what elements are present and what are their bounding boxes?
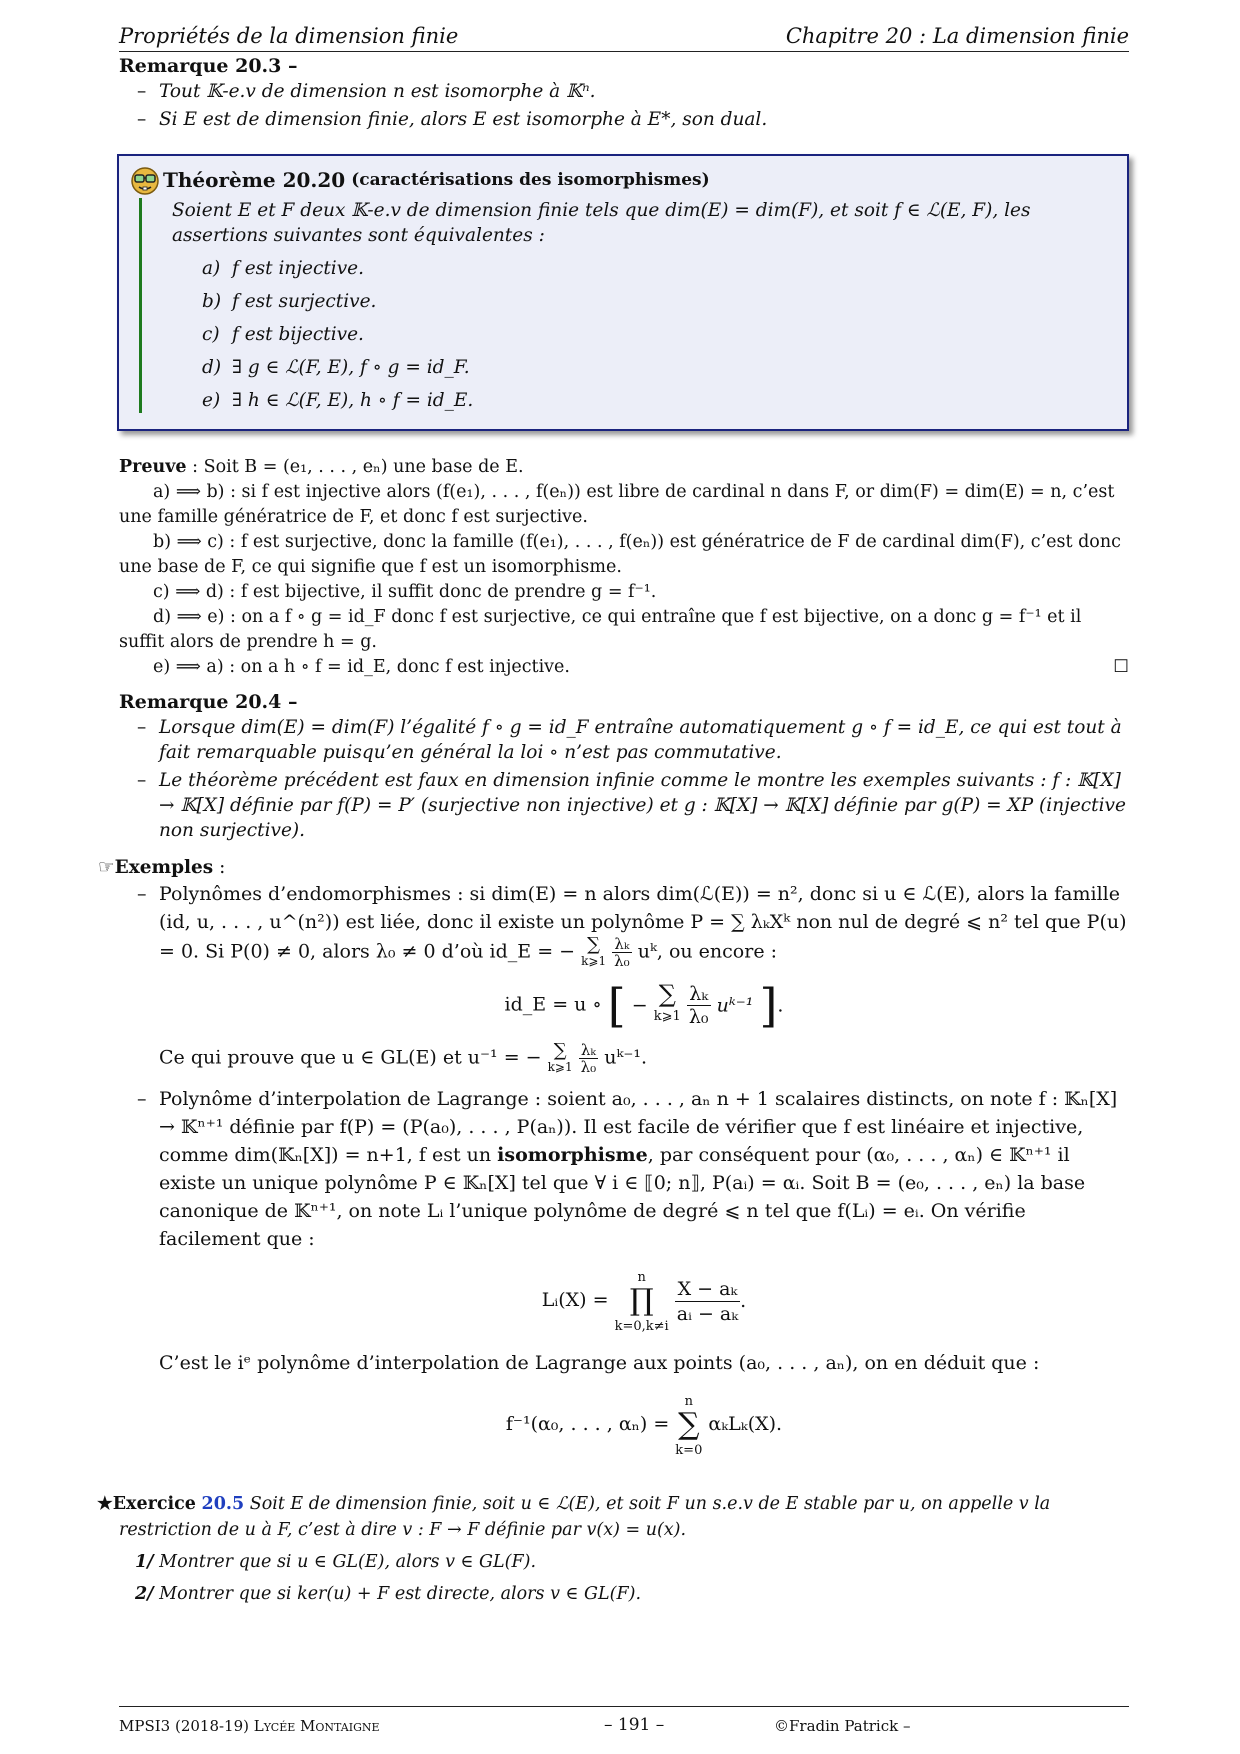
display-formula: id_E = u ∘ [ − ∑ k⩾1 $\frac{\text{λₖ}}{\text{λ₀}}$ uᵏ⁻¹ ].: [504, 978, 784, 1033]
fraction-denominator: λ₀: [614, 952, 630, 970]
remark-item: – Lorsque dim(E) = dim(F) l’égalité f ∘ g = id_F entraîne automatiquement g ∘ f = id_E, ce qui est tout à fait remarquable puisqu’en général la loi ∘ n’est pas commutative.: [159, 715, 1129, 765]
remark-list: [119, 715, 1129, 843]
header-chapter-title: Chapitre 20 : La dimension finie: [785, 24, 1129, 48]
question-label: 1/: [135, 1552, 154, 1572]
fraction-denominator: λ₀: [580, 1058, 597, 1076]
exercise-20-5: [97, 1491, 1129, 1607]
fraction-numerator: λₖ: [612, 936, 632, 953]
formula-left: Lᵢ(X) =: [541, 1289, 609, 1311]
conclusion-text: Ce qui prouve que u ∈ GL(E) et u⁻¹ = −: [159, 1046, 542, 1069]
assertion-text: f est injective.: [232, 258, 364, 279]
exercise-number-link[interactable]: 20.5: [201, 1494, 245, 1514]
assertion-label: c): [202, 324, 220, 345]
question-text: Montrer que si ker(u) + F est directe, alors v ∈ GL(F).: [159, 1584, 642, 1604]
remark-item: – Le théorème précédent est faux en dimension infinie comme le montre les exemples suivants : f : 𝕂[X] → 𝕂[X] définie par f(P) = P′ (surjective non injective) et g : 𝕂[X] → 𝕂[X] définie par g(P) = XP (injective non surjective).: [159, 768, 1129, 843]
formula-left: f⁻¹(α₀, . . . , αₙ) =: [505, 1413, 670, 1435]
page-content: [97, 54, 1129, 1607]
sum-subscript: k⩾1: [581, 954, 607, 968]
remark-title: Remarque 20.3 –: [119, 55, 298, 77]
assertion-text: ∃ h ∈ ℒ(F, E), h ∘ f = id_E.: [232, 390, 474, 411]
examples-title: Exemples: [114, 857, 214, 878]
theorem-body: [139, 198, 1113, 413]
remark-item: – Si E est de dimension finie, alors E est isomorphe à E*, son dual.: [159, 107, 1129, 132]
footer-author: ©Fradin Patrick –: [774, 1717, 911, 1735]
example-lagrange-interpolation: [159, 1085, 1129, 1459]
theorem-box: [117, 154, 1129, 431]
formula-left: id_E = u ∘: [504, 993, 602, 1016]
proof-step: c) ⟹ d) : f est bijective, il suffit donc de prendre g = f⁻¹.: [153, 582, 657, 602]
fraction: [579, 1042, 599, 1075]
formula-power: uᵏ⁻¹: [716, 994, 754, 1017]
footer-page-number: – 191 –: [604, 1715, 665, 1735]
fraction: [612, 936, 632, 969]
display-formula-lagrange: Lᵢ(X) = n ∏ k=0,k≠i $\frac{\text{X − aₖ}}{\text{aᵢ − aₖ}}$ .: [159, 1267, 1129, 1335]
fraction: [675, 1277, 740, 1326]
exercise-question: [135, 1581, 1129, 1607]
fraction: [687, 983, 711, 1028]
nerd-face-icon: [129, 164, 161, 196]
display-formula-inverse: [159, 1391, 1129, 1459]
theorem-assertions: [202, 256, 1113, 413]
theorem-statement: Soient E et F deux 𝕂-e.v de dimension finie tels que dim(E) = dim(F), et soit f ∈ ℒ(E, F), les assertions suivantes sont équivalentes :: [172, 200, 1031, 246]
examples-colon: :: [213, 857, 226, 878]
page-header: [119, 18, 1129, 52]
product-top: n: [637, 1270, 646, 1285]
qed-square-icon: ☐: [1113, 657, 1129, 677]
theorem-assertion: [202, 355, 1113, 380]
theorem-assertion: [202, 256, 1113, 281]
right-bracket-icon: ]: [759, 978, 778, 1033]
sum-bottom: k=0: [675, 1443, 703, 1458]
footer-school: MPSI3 (2018-19) Lycée Montaigne: [119, 1717, 380, 1735]
theorem-header: [129, 164, 1113, 196]
assertion-label: a): [202, 258, 221, 279]
example-bold-term: isomorphisme: [497, 1144, 648, 1166]
example-text: uᵏ, ou encore :: [637, 940, 778, 963]
remark-title: Remarque 20.4 –: [119, 691, 298, 713]
sum-top: n: [684, 1394, 693, 1409]
assertion-label: e): [202, 390, 221, 411]
proof-intro-text: : Soit B = (e₁, . . . , eₙ) une base de E.: [192, 457, 524, 477]
fraction-numerator: X − aₖ: [675, 1277, 740, 1302]
exercise-statement-line: [97, 1491, 1129, 1543]
fraction-numerator: λₖ: [579, 1042, 599, 1059]
sum-symbol: ∑ k⩾1: [547, 1040, 573, 1074]
proof-step-text: e) ⟹ a) : on a h ∘ f = id_E, donc f est injective.: [153, 657, 570, 677]
remark-item: – Tout 𝕂-e.v de dimension n est isomorphe à 𝕂ⁿ.: [159, 79, 1129, 104]
sum-symbol: n ∑ k=0: [675, 1394, 703, 1458]
fraction-numerator: λₖ: [687, 983, 711, 1006]
examples-heading: [98, 855, 1129, 880]
sum-subscript: k⩾1: [653, 1009, 681, 1024]
star-icon: ★: [97, 1494, 113, 1514]
product-bottom: k=0,k≠i: [614, 1319, 669, 1334]
theorem-subtitle: (caractérisations des isomorphismes): [351, 169, 710, 190]
lagrange-mid-text: C’est le iᵉ polynôme d’interpolation de Lagrange aux points (a₀, . . . , aₙ), on en déduit que :: [159, 1352, 1040, 1374]
left-bracket-icon: [: [607, 978, 626, 1033]
proof-intro: [119, 455, 1129, 480]
assertion-label: d): [202, 357, 222, 378]
theorem-assertion: [202, 289, 1113, 314]
question-text: Montrer que si u ∈ GL(E), alors v ∈ GL(F).: [159, 1552, 537, 1572]
pointing-hand-icon: ☞: [98, 857, 115, 878]
exercise-question: [135, 1549, 1129, 1575]
assertion-text: f est surjective.: [232, 291, 377, 312]
theorem-assertion: [202, 388, 1113, 413]
proof: [119, 455, 1129, 680]
minus-sign: −: [631, 994, 648, 1017]
exercise-statement: Soit E de dimension finie, soit u ∈ ℒ(E), et soit F un s.e.v de E stable par u, on appelle v la restriction de u à F, c’est à dire v : F → F définie par v(x) = u(x).: [119, 1494, 1051, 1540]
proof-step: d) ⟹ e) : on a f ∘ g = id_F donc f est surjective, ce qui entraîne que f est bijective, on a donc g = f⁻¹ et il suffit alors de prendre h = g.: [119, 607, 1082, 652]
sum-symbol: ∑ k⩾1: [653, 980, 681, 1024]
theorem-assertion: [202, 322, 1113, 347]
formula-right: αₖLₖ(X).: [708, 1413, 783, 1435]
example-text: Polynôme d’interpolation de Lagrange : soient a₀, . . . , aₙ n + 1 scalaires distincts, on note f : 𝕂ₙ[X] → 𝕂ⁿ⁺¹ définie par f(P) = (P(a₀), . . . , P(aₙ)). Il est facile de vérifier que f est linéaire et injective, comme dim(𝕂ₙ[X]) = n+1, f est un: [159, 1088, 1118, 1166]
exercise-label: Exercice: [112, 1494, 196, 1514]
conclusion-text: uᵏ⁻¹.: [604, 1046, 648, 1069]
examples: [98, 855, 1129, 1459]
examples-list: [119, 880, 1129, 1459]
question-label: 2/: [135, 1584, 154, 1604]
assertion-text: f est bijective.: [232, 324, 364, 345]
remark-20-4: [119, 690, 1129, 843]
page-footer: [119, 1706, 1129, 1735]
proof-step: a) ⟹ b) : si f est injective alors (f(e₁), . . . , f(eₙ)) est libre de cardinal n dans F, or dim(F) = dim(E) = n, c’est une famille génératrice de F, et donc f est surjective.: [119, 482, 1115, 527]
assertion-label: b): [202, 291, 222, 312]
theorem-title: Théorème 20.20: [163, 167, 346, 192]
sum-subscript: k⩾1: [547, 1060, 573, 1074]
header-section-title: Propriétés de la dimension finie: [119, 24, 459, 48]
sum-symbol: ∑ k⩾1: [581, 934, 607, 968]
product-symbol: n ∏ k=0,k≠i: [614, 1270, 669, 1334]
remark-list: [119, 79, 1129, 132]
example-endomorphism-polynomials: [159, 880, 1129, 1075]
proof-label: Preuve: [119, 457, 187, 477]
proof-step: b) ⟹ c) : f est surjective, donc la famille (f(e₁), . . . , f(eₙ)) est génératrice de F de cardinal dim(F), c’est donc une base de F, ce qui signifie que f est un isomorphisme.: [119, 532, 1121, 577]
remark-20-3: [119, 54, 1129, 132]
example-text: Polynômes d’endomorphismes : si dim(E) = n alors dim(ℒ(E)) = n², donc si u ∈ ℒ(E), alors la famille (id, u, . . . , u^(n²)) est liée, donc il existe un polynôme P = ∑ λₖXᵏ non nul de degré ⩽ n² tel que P(u) = 0. Si P(0) ≠ 0, alors λ₀ ≠ 0 d’où id_E = −: [159, 883, 1127, 963]
example-conclusion: [159, 1042, 1129, 1075]
assertion-text: ∃ g ∈ ℒ(F, E), f ∘ g = id_F.: [232, 357, 470, 378]
example-text: , par conséquent pour (α₀, . . . , αₙ) ∈ 𝕂ⁿ⁺¹ il existe un unique polynôme P ∈ 𝕂ₙ[X] tel que ∀ i ∈ ⟦0; n⟧, P(aᵢ) = αᵢ. Soit B = (e₀, . . . , eₙ) la base canonique de 𝕂ⁿ⁺¹, on note Lᵢ l’unique polynôme de degré ⩽ n tel que f(Lᵢ) = eᵢ. On vérifie facilement que :: [159, 1144, 1086, 1250]
proof-step-last: [119, 655, 1129, 680]
fraction-denominator: λ₀: [688, 1006, 709, 1028]
fraction-denominator: aᵢ − aₖ: [676, 1302, 739, 1325]
